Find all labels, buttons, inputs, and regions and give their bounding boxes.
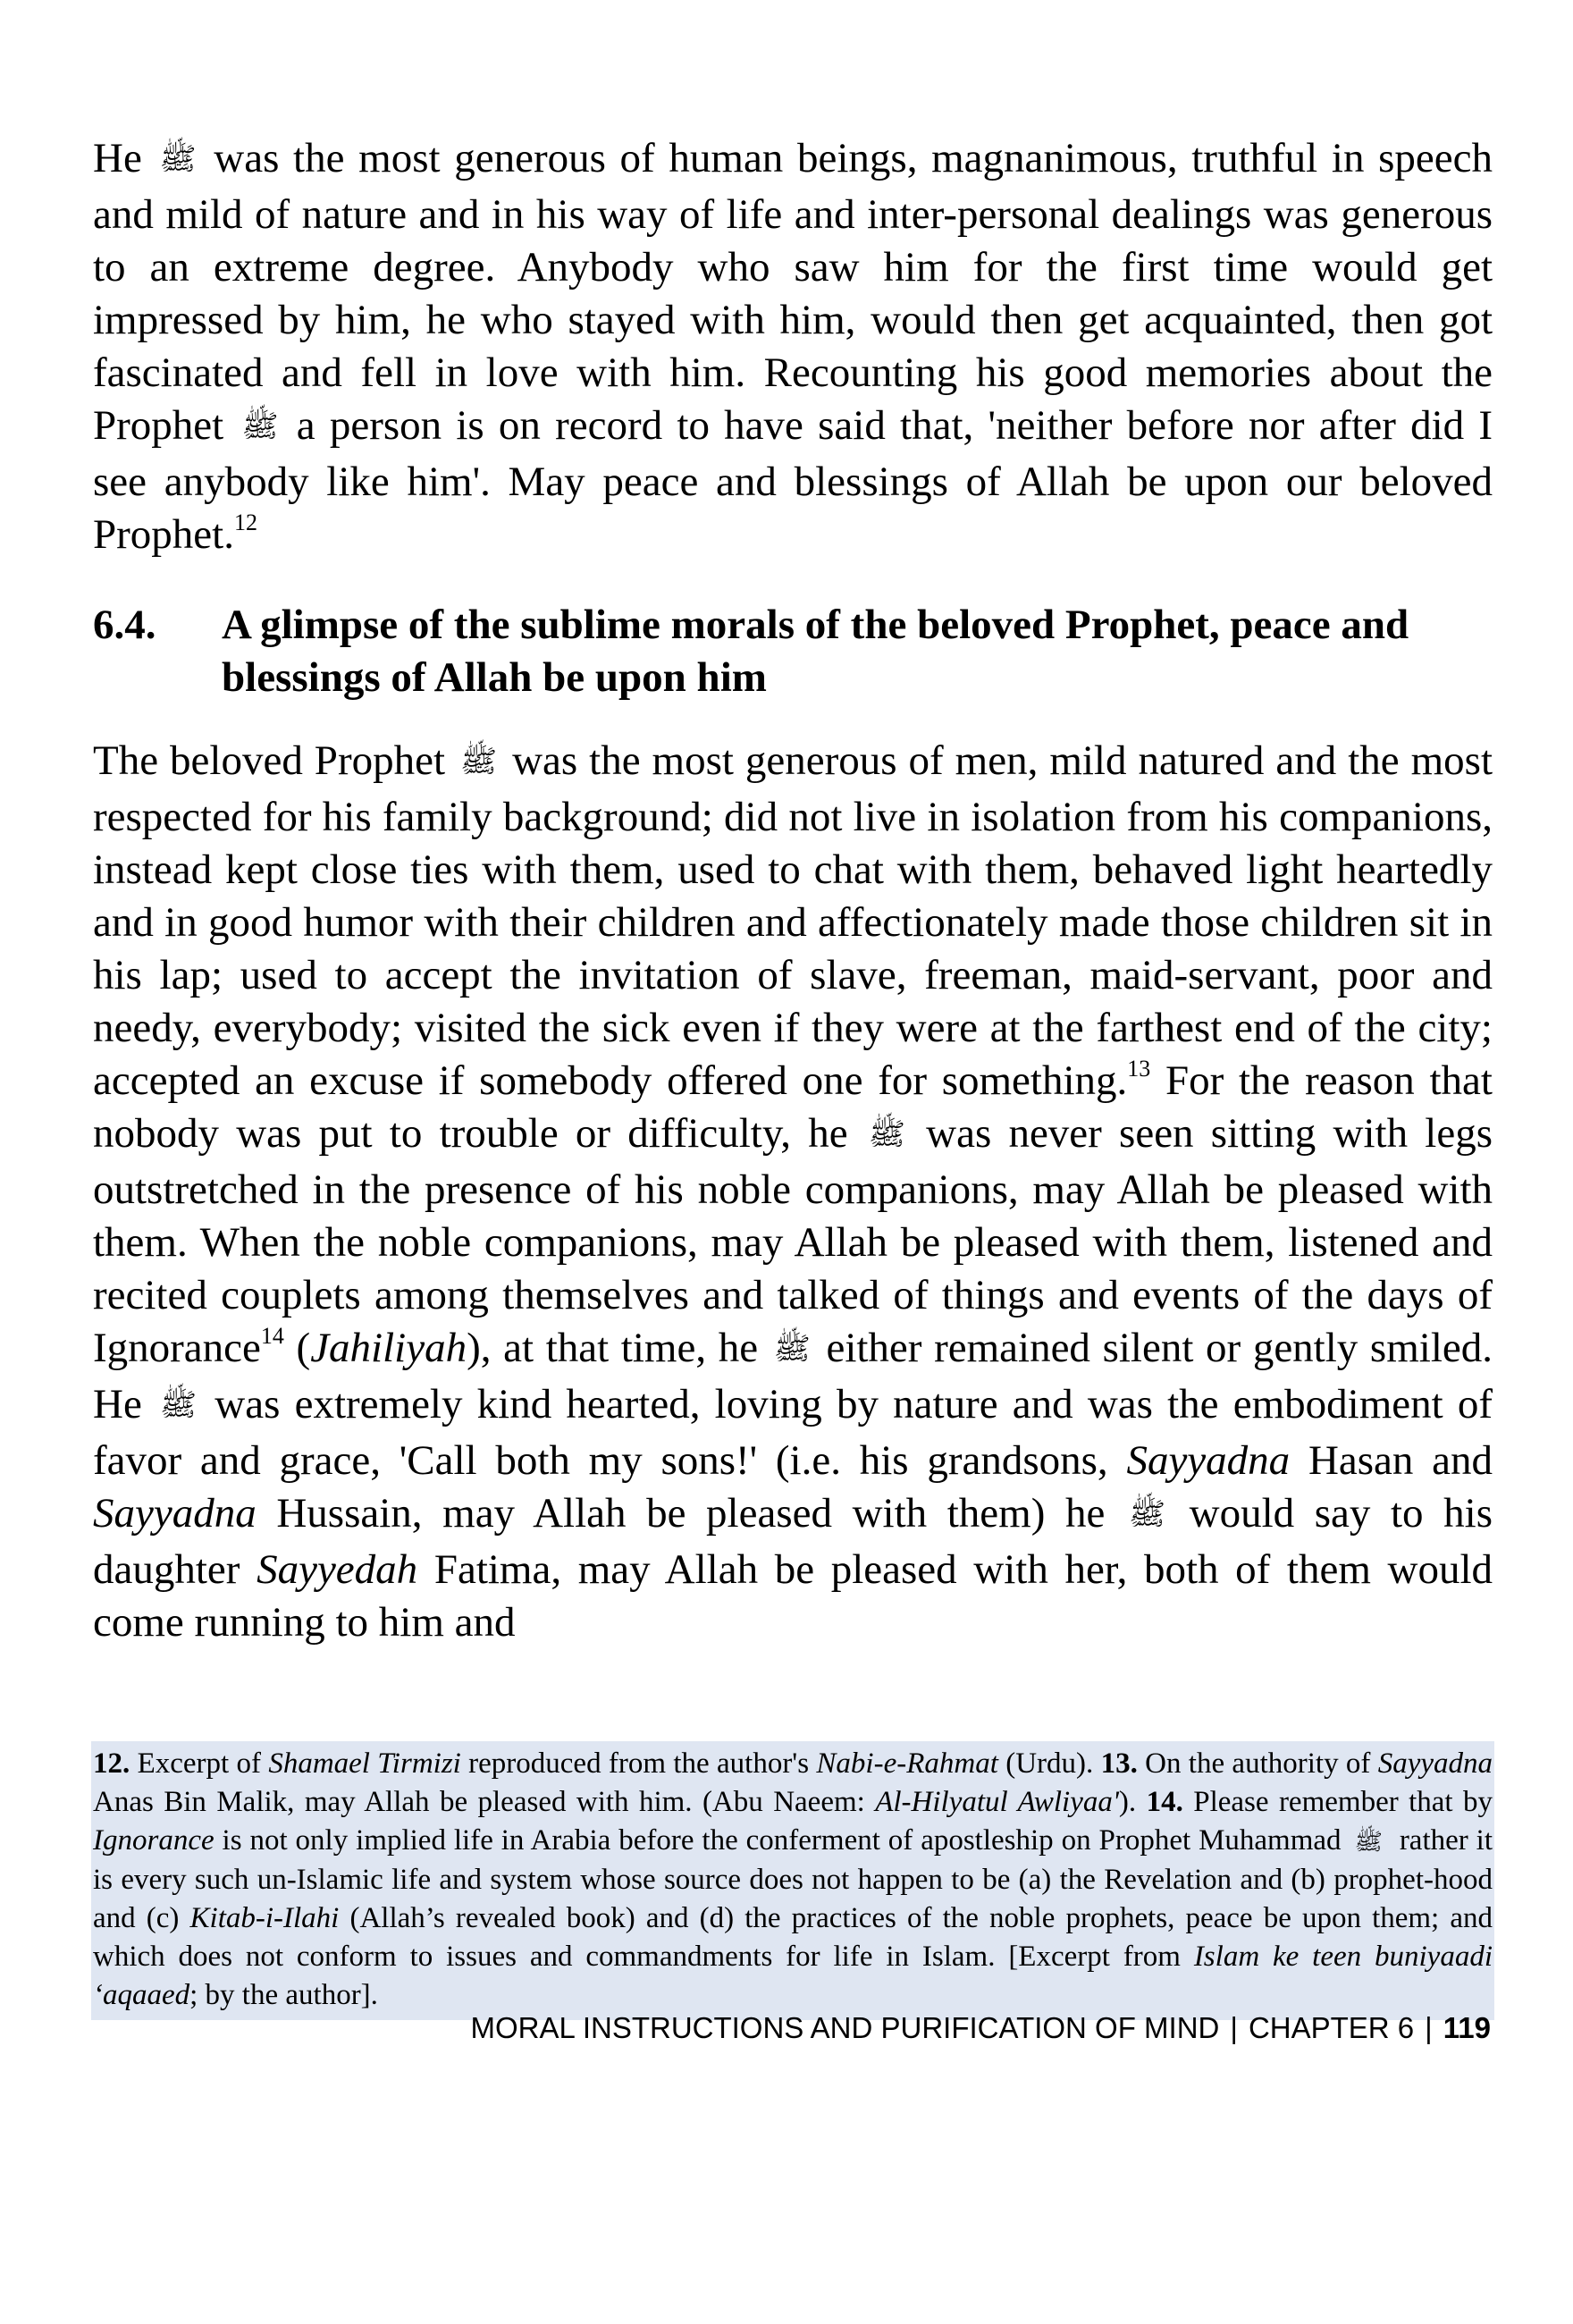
italic-term: Sayyadna [93, 1490, 257, 1537]
page-body [93, 132, 1493, 1649]
page-number: 119 [1443, 2011, 1491, 2044]
text-span: On the authority of [1137, 1747, 1378, 1780]
text-span: a person is on record to have said that, 'neither before nor after did I see anybody like him'. May peace and blessings of Allah be upon our beloved Prophet. [93, 402, 1493, 558]
section-title: A glimpse of the sublime morals of the beloved Prophet, peace and blessings of Allah be upon him [222, 602, 1409, 701]
text-span: ), at that time, he [467, 1325, 759, 1371]
text-span: Excerpt of [130, 1747, 269, 1780]
text-span: was the most generous of human beings, magnanimous, truthful in speech and mild of nature and in his way of life and inter-personal dealings was generous to an extreme degree. Anybody who saw him for the first time would get impressed by him, he who stayed with him, would then get acquainted, then got fascinated and fell in love with him. Recounting his good memories about the Prophet [93, 135, 1493, 449]
pbuh-glyph-icon: ﷺ [1128, 1498, 1166, 1531]
text-span: is not only implied life in Arabia before the conferment of apostleship on Prophet Muhammad [214, 1824, 1342, 1857]
italic-term: Sayyedah [257, 1546, 418, 1593]
section-heading [93, 599, 1493, 704]
text-span: ; by the author]. [189, 1979, 378, 2011]
text-span: Hasan and [1308, 1437, 1493, 1484]
pbuh-glyph-icon: ﷺ [241, 410, 279, 443]
section-number: 6.4. [93, 602, 156, 648]
footnote-ref-12[interactable]: 12 [233, 509, 257, 535]
footer-book-title: MORAL INSTRUCTIONS AND PURIFICATION OF MIND [470, 2011, 1220, 2044]
page-footer [471, 2011, 1491, 2045]
footnote-number-13: 13. [1100, 1747, 1138, 1780]
text-span: Fatima, may Allah be pleased with her, both of them would come running to him and [93, 1546, 1493, 1646]
text-span: ). [1118, 1786, 1147, 1818]
text-span: For the reason that nobody was put to trouble or difficulty, he [93, 1057, 1493, 1157]
pbuh-glyph-icon: ﷺ [460, 745, 498, 779]
italic-term: Jahiliyah [310, 1325, 467, 1371]
text-span: was extremely kind hearted, loving by nature and was the embodiment of favor and grace, 'Call both my sons!' (i.e. his grandsons, [93, 1381, 1493, 1484]
footer-chapter: CHAPTER 6 [1248, 2011, 1415, 2044]
italic-term: Ignorance [93, 1824, 214, 1857]
text-span: He [93, 135, 142, 181]
text-span: Hussain, may Allah be pleased with them) he [276, 1490, 1106, 1537]
italic-term: Nabi-e-Rahmat [816, 1747, 998, 1780]
footer-separator: | [1230, 2011, 1238, 2044]
pbuh-glyph-icon: ﷺ [160, 1389, 198, 1422]
footnote-ref-14[interactable]: 14 [260, 1323, 284, 1349]
italic-term: Shamael Tirmizi [268, 1747, 461, 1780]
pbuh-glyph-icon: ﷺ [1354, 1829, 1383, 1855]
paragraph-1 [93, 132, 1493, 561]
text-span: was the most generous of men, mild natured and the most respected for his family background; did not live in isolation from his companions, instead kept close ties with them, used to chat with them, behaved light heartedly and in good humor with their children and affectionately made those children sit in his lap; used to accept the invitation of slave, freeman, maid-servant, poor and needy, everybody; visited the sick even if they were at the farthest end of the city; accepted an excuse if somebody offered one for something. [93, 737, 1493, 1104]
italic-term: Sayyadna [1126, 1437, 1291, 1484]
pbuh-glyph-icon: ﷺ [773, 1333, 811, 1366]
text-span: Please remember that by [1182, 1786, 1493, 1818]
italic-term: Al-Hilyatul Awliyaa' [875, 1786, 1119, 1818]
text-span: either remained silent or gently smiled. He [93, 1325, 1493, 1427]
paragraph-2 [93, 735, 1493, 1649]
text-span: (Urdu). [997, 1747, 1101, 1780]
footnote-ref-13[interactable]: 13 [1127, 1056, 1151, 1082]
footnote-number-12: 12. [93, 1747, 130, 1780]
italic-term: Islam ke teen buniyaadi ‘aqaaed [93, 1941, 1493, 2011]
text-span: ( [283, 1325, 311, 1371]
text-span: The beloved Prophet [93, 737, 446, 784]
text-span: was never seen sitting with legs outstretched in the presence of his noble companions, may Allah be pleased with them. When the noble companions, may Allah be pleased with them, listened and recited couplets among themselves and talked of things and events of the days of Ignorance [93, 1110, 1493, 1371]
text-span: rather it is every such un-Islamic life and system whose source does not happen to be (a) the Revelation and (b) prophet-hood and (c) [93, 1824, 1493, 1934]
italic-term: Kitab-i-Ilahi [189, 1902, 340, 1934]
footnote-number-14: 14. [1146, 1786, 1183, 1818]
text-span: reproduced from the author's [460, 1747, 817, 1780]
pbuh-glyph-icon: ﷺ [868, 1118, 905, 1151]
pbuh-glyph-icon: ﷺ [159, 143, 197, 176]
text-span: Anas Bin Malik, may Allah be pleased with him. (Abu Naeem: [93, 1786, 876, 1818]
footnotes-box [91, 1741, 1494, 2020]
footer-separator: | [1425, 2011, 1433, 2044]
italic-term: Sayyadna [1377, 1747, 1493, 1780]
text-span: would say to his daughter [93, 1490, 1493, 1593]
text-span: (Allah’s revealed book) and (d) the practices of the noble prophets, peace be upon them; and which does not conform to issues and commandments for life in Islam. [Excerpt from [93, 1902, 1493, 1973]
